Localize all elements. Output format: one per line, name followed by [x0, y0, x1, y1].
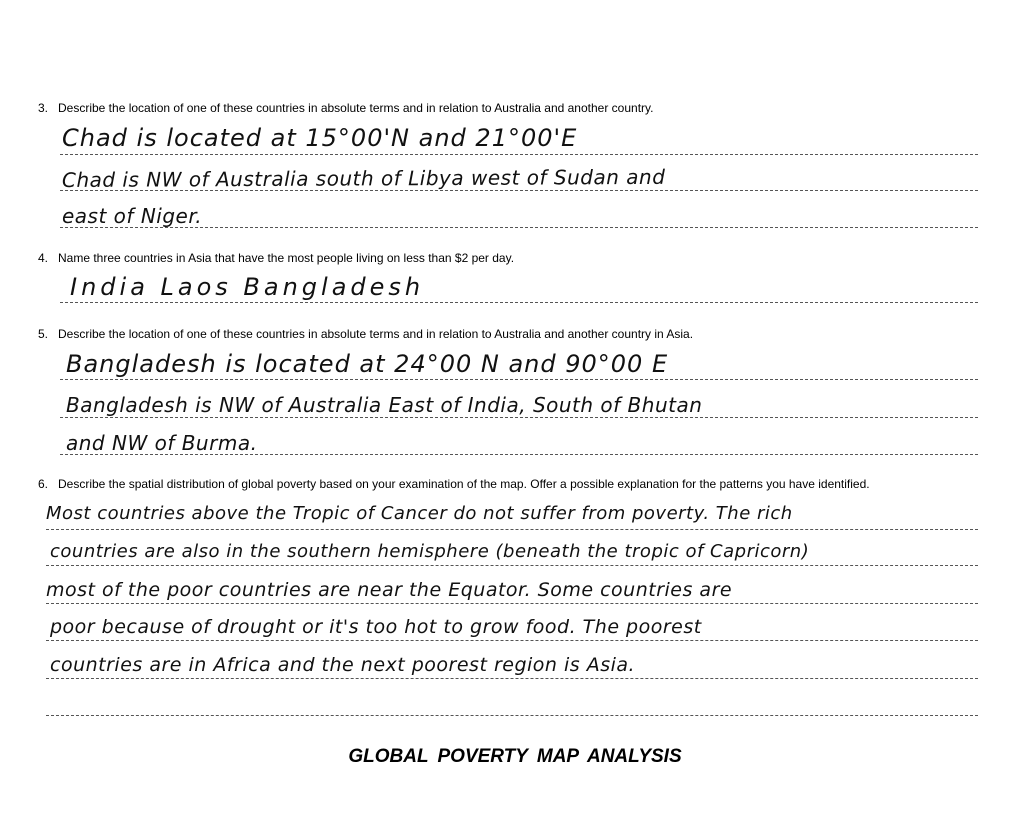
- question-number: 4.: [38, 251, 49, 265]
- handwritten-answer-line: India Laos Bangladesh: [70, 273, 425, 301]
- handwritten-answer-line: Chad is located at 15°00'N and 21°00'E: [62, 124, 578, 152]
- question-prompt: Name three countries in Asia that have the most people living on less than $2 per day.: [58, 251, 515, 265]
- handwritten-answer-line: and NW of Burma.: [66, 431, 258, 455]
- handwritten-answer-line: Bangladesh is NW of Australia East of India, South of Bhutan: [66, 393, 703, 417]
- handwritten-answer-line: poor because of drought or it's too hot to grow food. The poorest: [50, 616, 702, 638]
- question-3: [38, 101, 653, 115]
- question-prompt: Describe the location of one of these countries in absolute terms and in relation to Australia and another country in Asia.: [58, 327, 694, 341]
- question-5: [38, 327, 693, 341]
- handwritten-answer-line: most of the poor countries are near the Equator. Some countries are: [46, 579, 733, 601]
- handwritten-answer-line: east of Niger.: [62, 204, 203, 228]
- answer-line: [60, 302, 978, 303]
- answer-line: [60, 417, 978, 418]
- answer-line: [46, 678, 978, 679]
- question-number: 5.: [38, 327, 49, 341]
- question-prompt: Describe the location of one of these countries in absolute terms and in relation to Australia and another country.: [58, 101, 654, 115]
- handwritten-answer-line: countries are also in the southern hemisphere (beneath the tropic of Capricorn): [50, 541, 810, 562]
- handwritten-answer-line: Most countries above the Tropic of Cancer do not suffer from poverty. The rich: [46, 503, 793, 524]
- answer-line: [46, 529, 978, 530]
- handwritten-answer-line: countries are in Africa and the next poorest region is Asia.: [50, 654, 636, 676]
- handwritten-answer-line: Chad is NW of Australia south of Libya west of Sudan and: [61, 164, 666, 192]
- answer-line: [60, 379, 978, 380]
- question-4: [38, 251, 514, 265]
- answer-line: [46, 603, 978, 604]
- worksheet-title: GLOBAL POVERTY MAP ANALYSIS: [348, 746, 682, 767]
- question-number: 6.: [38, 477, 49, 491]
- handwritten-answer-line: Bangladesh is located at 24°00 N and 90°00 E: [66, 350, 669, 378]
- answer-line: [46, 565, 978, 566]
- answer-line: [60, 154, 978, 155]
- question-6: [38, 477, 870, 491]
- answer-line: [46, 715, 978, 716]
- question-prompt: Describe the spatial distribution of global poverty based on your examination of the map. Offer a possible explanation for the patterns you have identified.: [58, 477, 870, 491]
- answer-line: [46, 640, 978, 641]
- question-number: 3.: [38, 101, 49, 115]
